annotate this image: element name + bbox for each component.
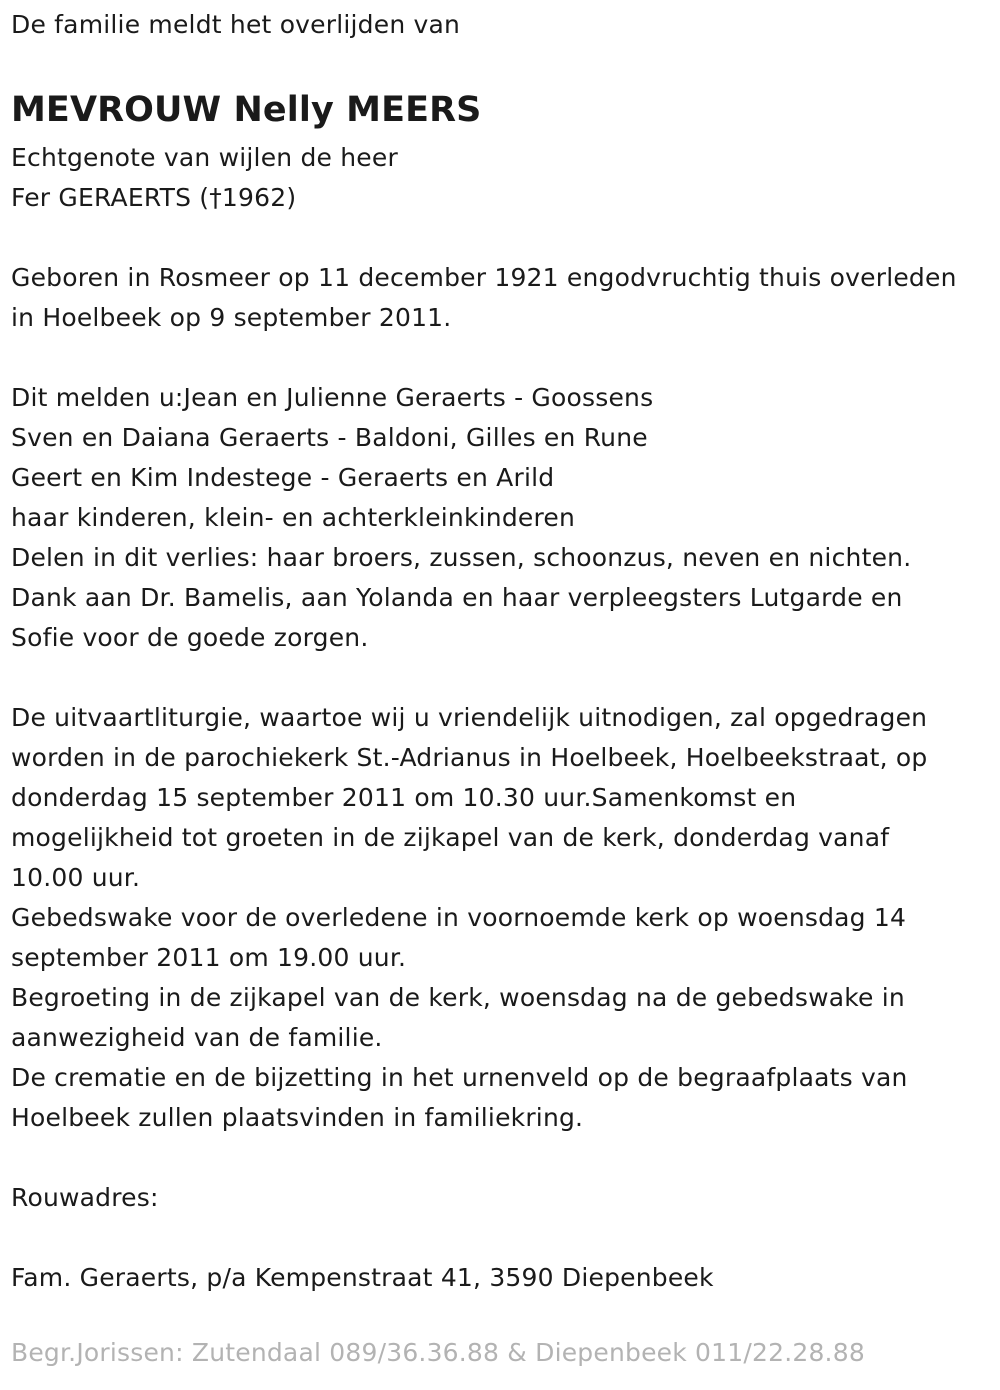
ceremony-line: De uitvaartliturgie, waartoe wij u vriendelijk uitnodigen, zal opgedragen: [11, 703, 928, 732]
funeral-home-footer: Begr.Jorissen: Zutendaal 089/36.36.88 & Diepenbeek 011/22.28.88: [11, 1338, 865, 1367]
ceremony-line: donderdag 15 september 2011 om 10.30 uur.Samenkomst en: [11, 783, 797, 812]
spacer: [11, 338, 996, 378]
family-line: Sofie voor de goede zorgen.: [11, 623, 369, 652]
ceremony-line: mogelijkheid tot groeten in de zijkapel van de kerk, donderdag vanaf: [11, 823, 890, 852]
ceremony-line: worden in de parochiekerk St.-Adrianus in Hoelbeek, Hoelbeekstraat, op: [11, 743, 928, 772]
birth-death-line: Geboren in Rosmeer op 11 december 1921 engodvruchtig thuis overleden: [11, 263, 957, 292]
ceremony-section: [11, 698, 996, 1138]
family-line: Dit melden u:Jean en Julienne Geraerts - Goossens: [11, 383, 654, 412]
intro-text: De familie meldt het overlijden van: [11, 10, 461, 39]
spouse-section: [11, 138, 996, 218]
family-section: [11, 378, 996, 658]
spacer: [11, 1218, 996, 1258]
birth-death-line: in Hoelbeek op 9 september 2011.: [11, 303, 452, 332]
ceremony-line: Hoelbeek zullen plaatsvinden in familiekring.: [11, 1103, 584, 1132]
family-line: Sven en Daiana Geraerts - Baldoni, Gilles en Rune: [11, 423, 648, 452]
ceremony-line: september 2011 om 19.00 uur.: [11, 943, 407, 972]
spouse-line: Echtgenote van wijlen de heer: [11, 143, 398, 172]
address-label: Rouwadres:: [11, 1183, 159, 1212]
spouse-line: Fer GERAERTS (†1962): [11, 183, 297, 212]
family-line: Geert en Kim Indestege - Geraerts en Arild: [11, 463, 555, 492]
spacer: [11, 658, 996, 698]
family-line: Delen in dit verlies: haar broers, zussen, schoonzus, neven en nichten.: [11, 543, 912, 572]
ceremony-line: Gebedswake voor de overledene in voornoemde kerk op woensdag 14: [11, 903, 907, 932]
mourning-address: Fam. Geraerts, p/a Kempenstraat 41, 3590 Diepenbeek: [11, 1263, 714, 1292]
birth-death-section: [11, 258, 996, 338]
obituary-notice: [11, 0, 996, 1367]
family-line: Dank aan Dr. Bamelis, aan Yolanda en haar verpleegsters Lutgarde en: [11, 583, 903, 612]
family-line: haar kinderen, klein- en achterkleinkinderen: [11, 503, 576, 532]
ceremony-line: aanwezigheid van de familie.: [11, 1023, 383, 1052]
deceased-name: MEVROUW Nelly MEERS: [11, 90, 482, 130]
spacer: [11, 1138, 996, 1178]
ceremony-line: Begroeting in de zijkapel van de kerk, woensdag na de gebedswake in: [11, 983, 905, 1012]
ceremony-line: 10.00 uur.: [11, 863, 141, 892]
spacer: [11, 218, 996, 258]
ceremony-line: De crematie en de bijzetting in het urnenveld op de begraafplaats van: [11, 1063, 908, 1092]
